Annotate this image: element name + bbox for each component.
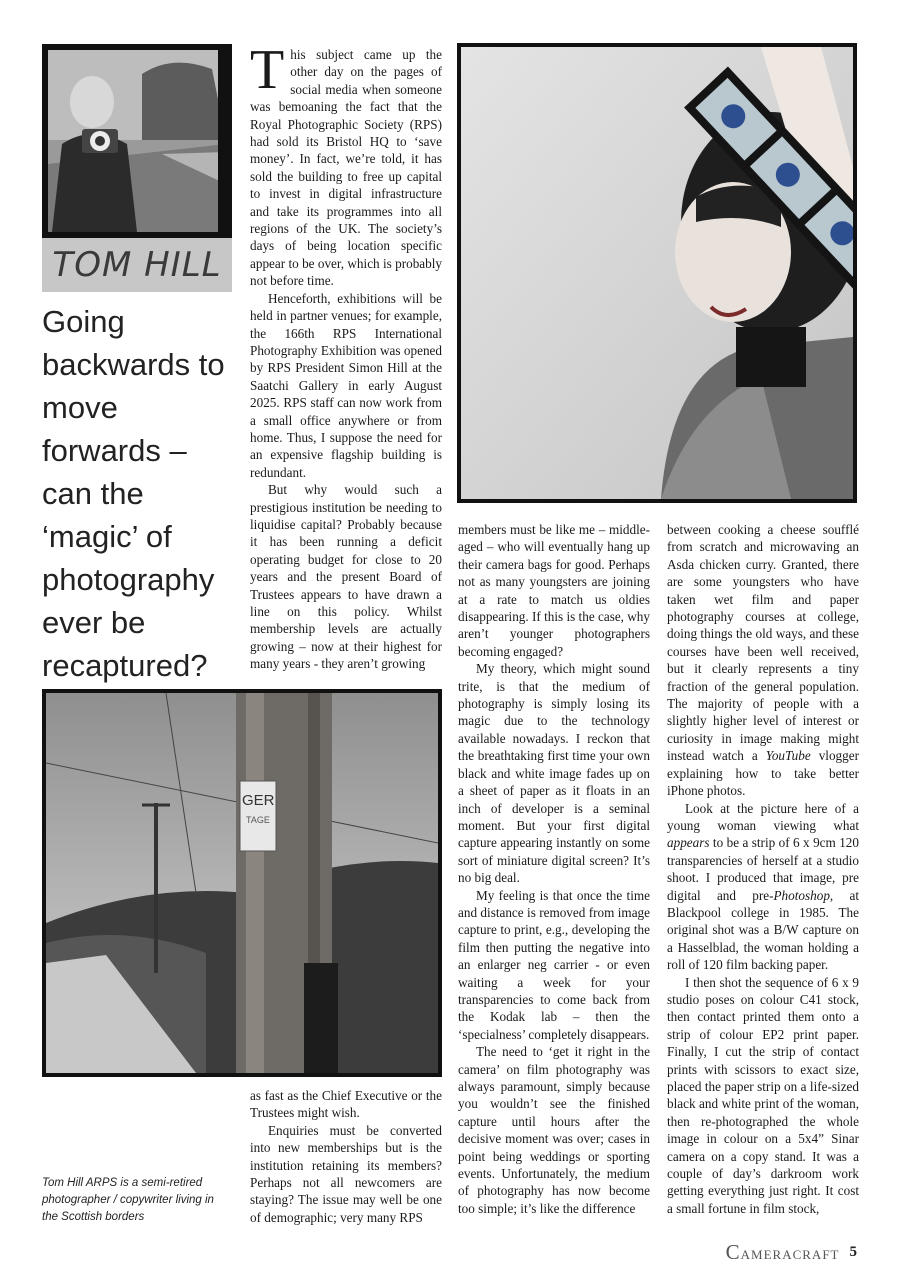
paragraph <box>667 521 859 800</box>
body-column-3 <box>667 521 859 1233</box>
paragraph-text: Look at the picture here of a young woman viewing what <box>667 800 859 833</box>
body-column-1 <box>250 46 442 686</box>
paragraph <box>250 46 442 290</box>
author-portrait <box>42 44 232 238</box>
paragraph: members must be like me – middle-aged – who will eventually hang up their camera bags for good. Perhaps not as many youngsters are joining at a rate to match us oldies disappearing. If this is the case, why aren’t younger photographers becoming engaged? <box>458 522 650 659</box>
magazine-logo-text: AMERACRAFT <box>740 1247 840 1262</box>
paragraph <box>667 800 859 974</box>
paragraph-text: to be a strip of 6 x 9cm 120 transparencies of herself at a studio shoot. I produced that image, pre digital and pre- <box>667 835 859 903</box>
page-footer <box>726 1240 857 1265</box>
magazine-logo-initial: C <box>725 1240 741 1264</box>
sign-text-line1: GER <box>242 792 275 809</box>
magazine-logo <box>726 1240 840 1265</box>
author-portrait-image <box>42 44 232 238</box>
paragraph-text: vlogger explaining how to take better iPhone photos. <box>667 748 859 799</box>
paragraph: I then shot the sequence of 6 x 9 studio poses on colour C41 stock, then contact printed them onto a strip of colour EP2 print paper. Finally, I cut the strip of contact prints with scissors to exact size, placed the paper strip on a life-sized black and white print of the woman, then re-photographed the whole image in colour on a 5x4” Sinar camera on a copy stand. It was a couple of day’s darkroom work getting everything just right. It cost a small fortune in film stock, <box>667 974 859 1216</box>
author-name: TOM HILL <box>52 245 222 285</box>
emphasis: appears <box>667 835 710 851</box>
emphasis: Photoshop <box>773 887 830 903</box>
paragraph: Henceforth, exhibitions will be held in partner venues; for example, the 166th RPS International Photography Exhibition was opened by RPS President Simon Hill at the Saatchi Gallery in early August 2025. RPS staff can now work from a small office anywhere or from home. Thus, I suppose the need for an expensive flagship building is redundant. <box>250 290 442 480</box>
sign-text-line2: TAGE <box>246 815 270 825</box>
emphasis: YouTube <box>765 748 811 764</box>
author-name-banner <box>42 238 232 292</box>
paragraph-text: between cooking a cheese soufflé from scratch and microwaving an Asda chicken curry. Granted, there are some youngsters who have taken wet film and paper photography courses at college, doing things the old ways, and these courses have been well received, but it clearly represents a tiny fraction of the general population. The majority of people with a slightly higher level of interest or curiosity in image making might instead watch a <box>667 522 859 764</box>
page-number: 5 <box>849 1244 857 1260</box>
paragraph-text: , at Blackpool college in 1985. The original shot was a B/W capture on a Hasselblad, the woman holding a roll of 120 film backing paper. <box>667 887 859 973</box>
body-column-2 <box>458 521 650 1233</box>
woman-filmstrip-photo <box>457 43 857 503</box>
telegraph-pole-image <box>46 693 438 1073</box>
paragraph: Enquiries must be converted into new memberships but is the institution retaining its members? Perhaps not all newcomers are staying? The issue may well be one of demographic; very many RPS <box>250 1122 442 1225</box>
paragraph: My theory, which might sound trite, is that the medium of photography is simply losing its magic due to the technology available nowadays. I reckon that the breathtaking first time your own black and white image fades up on a sheet of paper as it floats in an inch of developer is a seminal moment. But your first digital capture appearing instantly on some sort of miniature digital screen? It’s no big deal. <box>458 661 650 886</box>
paragraph: My feeling is that once the time and distance is removed from image capture to print, e.g., developing the film then putting the negative into an enlarger neg carrier - or even waiting a week for your transparencies to come back from the Kodak lab – then the ‘specialness’ completely disappears. <box>458 887 650 1042</box>
paragraph-text: his subject came up the other day on the pages of social media when someone was bemoaning the fact that the Royal Photographic Society (RPS) had sold its Bristol HQ to ‘save money’. In fact, we’re told, it has sold the building to free up capital to invest in digital infrastructure and take its programmes into all regions of the UK. The society’s days of being location specific appear to be over, which is probably not before time. <box>250 47 442 289</box>
body-column-1-continued <box>250 1087 442 1232</box>
woman-filmstrip-image <box>461 47 853 499</box>
telegraph-pole-photo <box>42 689 442 1077</box>
author-bio-caption: Tom Hill ARPS is a semi-retired photographer / copywriter living in the Scottish borders <box>42 1177 214 1223</box>
paragraph: But why would such a prestigious institution be needing to liquidise capital? Probably because it has been running a deficit operating budget for close to 20 years and the present Board of Trustees appears to have drawn a line on this policy. Whilst membership levels are actually growing – now at their highest for many years - they aren’t growing <box>250 482 442 672</box>
paragraph: The need to ‘get it right in the camera’ on film photography was always paramount, simply because you wouldn’t see the finished capture until hours after the decisive moment was over; cases in point being weddings or sporting events. Unfortunately, the medium of photography has now become too simple; it’s like the difference <box>458 1044 650 1216</box>
drop-cap: T <box>250 46 285 101</box>
article-headline: Going backwards to move forwards – can the ‘magic’ of photography ever be recaptured? <box>42 304 225 683</box>
paragraph: as fast as the Chief Executive or the Trustees might wish. <box>250 1088 442 1121</box>
